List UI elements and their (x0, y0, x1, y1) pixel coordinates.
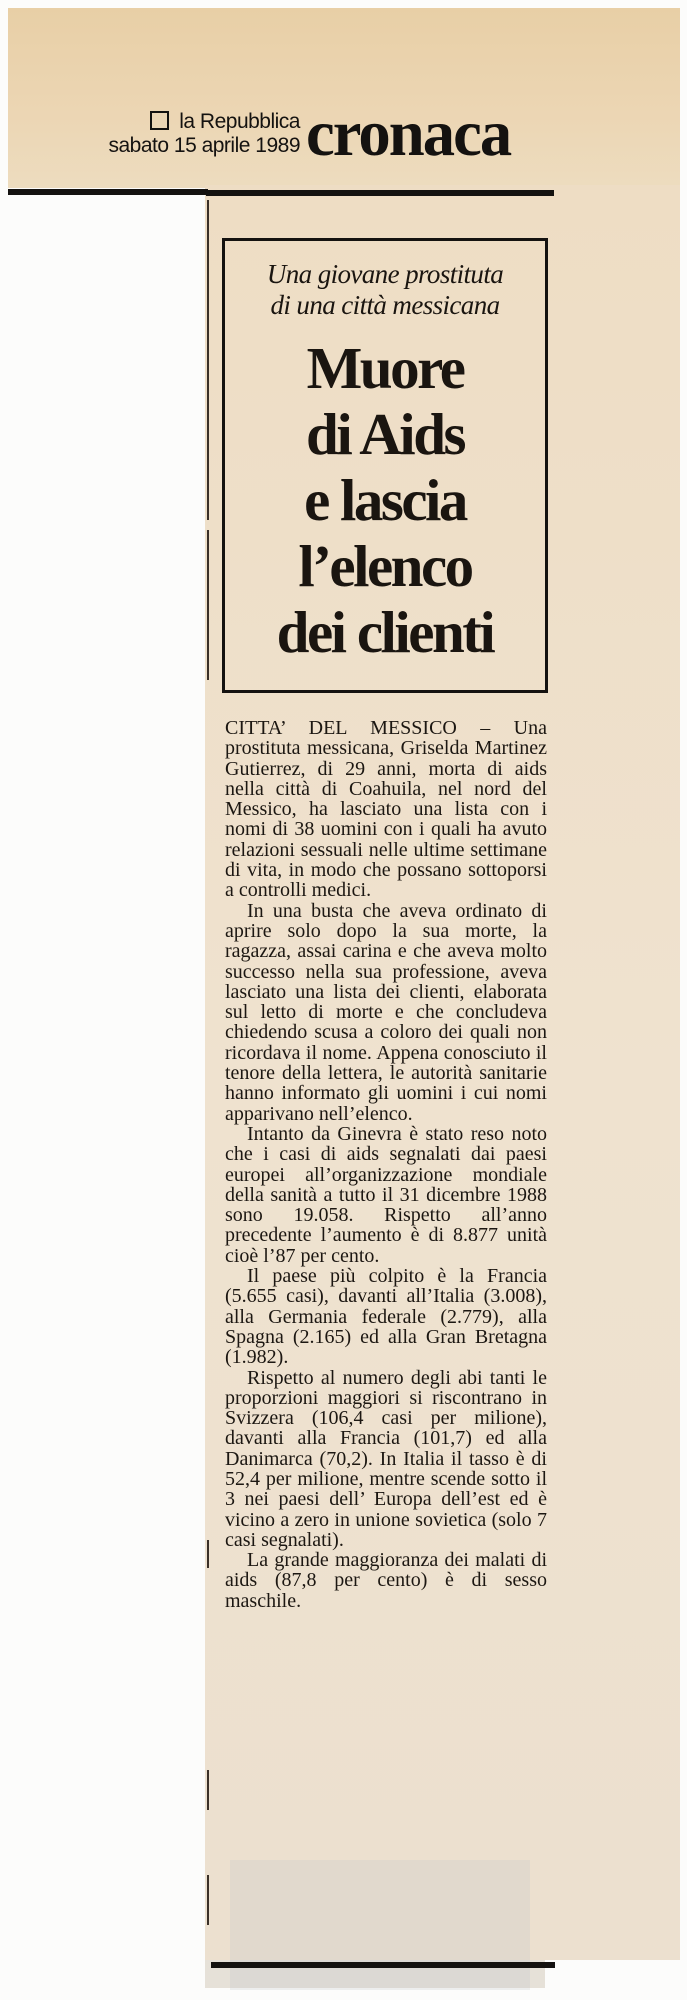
headline-line: Muore (306, 335, 464, 401)
newspaper-name: la Repubblica (179, 110, 300, 133)
column-divider-line (207, 530, 209, 680)
bleed-through-shadow (230, 1860, 530, 1990)
section-title: cronaca (306, 97, 511, 170)
article-paragraph: CITTA’ DEL MESSICO – Una prostituta messicana, Griselda Martinez Gutierrez, di 29 anni, morta di aids nella città di Coahuila, nel nord del Messico, ha lasciato una lista con i nomi di 38 uomini con i quali ha avuto relazioni sessuali nelle ultime settimane di vita, in modo che possano sottoporsi a controlli medici. (225, 717, 547, 902)
kicker (225, 259, 545, 321)
article-paragraph: Il paese più colpito è la Francia (5.655 casi), davanti all’Italia (3.008), alla Germania federale (2.779), alla Spagna (2.165) ed alla Gran Bretagna (1.982). (225, 1265, 547, 1369)
issue-date: sabato 15 aprile 1989 (108, 134, 300, 157)
masthead-rule-right (206, 190, 554, 196)
article-paragraph: In una busta che aveva ordinato di aprire solo dopo la sua morte, la ragazza, assai carina e che aveva molto successo nella sua professione, aveva lasciato una lista dei clienti, elaborata sul letto di morte e che concludeva chiedendo scusa a coloro dei quali non ricordava il nome. Appena conosciuto il tenore della lettera, le autorità sanitarie hanno informato gli uomini i cui nomi apparivano nell’elenco. (225, 899, 547, 1125)
article-paragraph: La grande maggioranza dei malati di aids (87,8 per cento) è di sesso maschile. (225, 1549, 547, 1612)
headline-line: di Aids (306, 401, 464, 467)
headline-line: l’elenco (298, 533, 472, 599)
masthead (0, 97, 687, 188)
masthead-info (109, 110, 301, 158)
masthead-rule-left (8, 189, 208, 195)
column-divider-line (207, 1875, 209, 1925)
article-end-rule (211, 1962, 555, 1968)
column-divider-line (207, 1770, 209, 1810)
headline-line: e lascia (304, 467, 466, 533)
headline (225, 335, 545, 665)
column-divider-line (207, 1540, 209, 1568)
headline-box (222, 238, 548, 693)
headline-line: dei clienti (276, 599, 494, 665)
checkbox-square-icon (150, 111, 169, 130)
article-body (225, 718, 547, 1611)
article-paragraph: Intanto da Ginevra è stato reso noto che i casi di aids segnalati dai paesi europei all’organizzazione mondiale della sanità a tutto il 31 dicembre 1988 sono 19.058. Rispetto all’anno precedente l’aumento è di 8.877 unità cioè l’87 per cento. (225, 1122, 547, 1267)
article-paragraph: Rispetto al numero degli abi tanti le proporzioni maggiori si riscontrano in Svizzera (106,4 casi per milione), davanti alla Francia (101,7) ed alla Danimarca (70,2). In Italia il tasso è di 52,4 per milione, mentre scende sotto il 3 nei paesi dell’ Europa dell’est ed è vicino a zero in unione sovietica (solo 7 casi segnalati). (225, 1366, 547, 1551)
kicker-line: di una città messicana (270, 290, 500, 320)
kicker-line: Una giovane prostituta (266, 259, 504, 289)
column-divider-line (207, 200, 209, 520)
